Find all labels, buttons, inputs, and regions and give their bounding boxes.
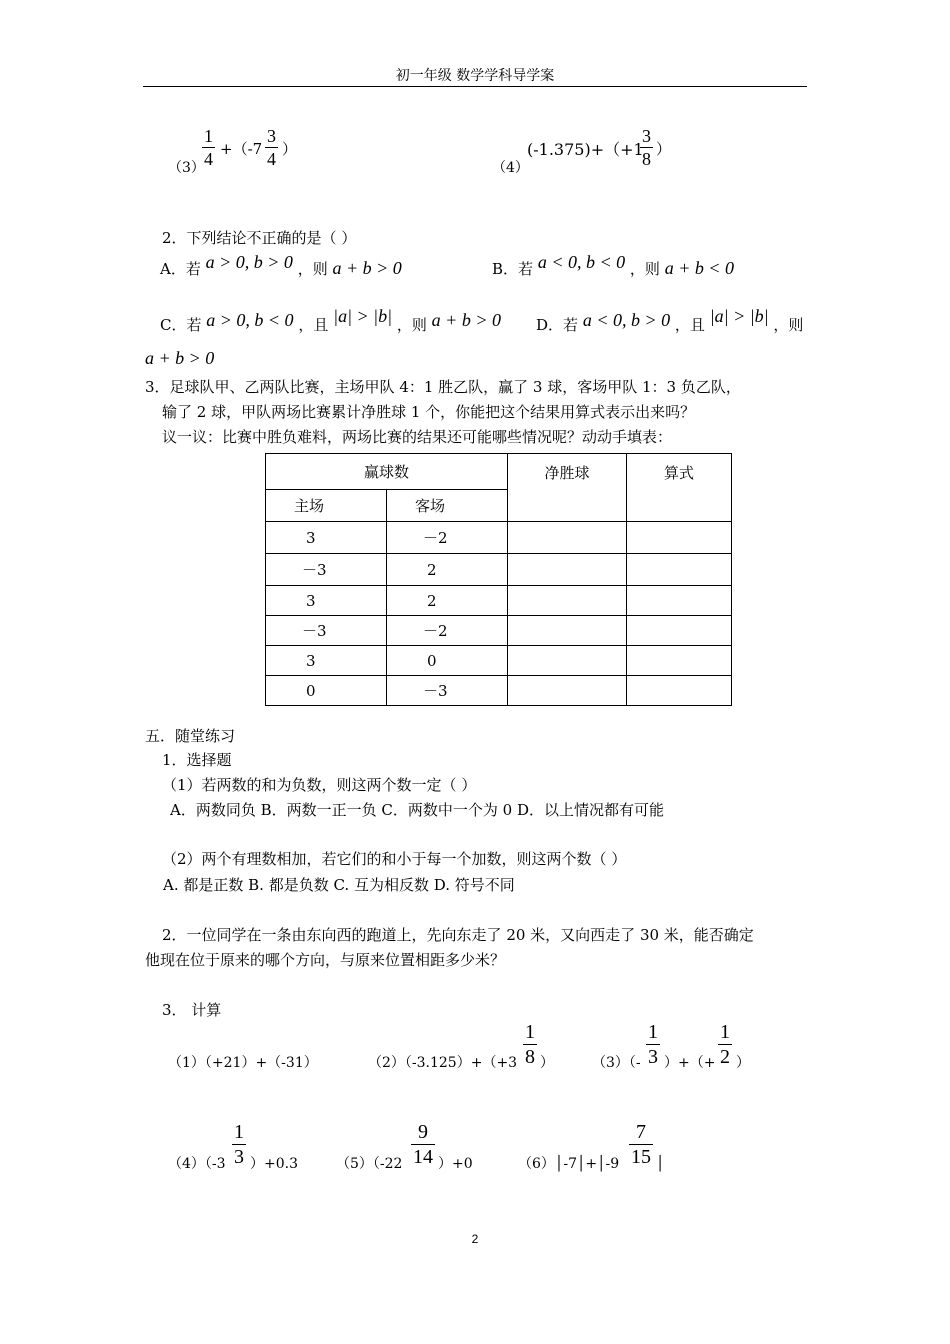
q2-c-label: C．若 — [160, 316, 202, 334]
calc-5-prefix: （5）（-22 — [336, 1156, 403, 1172]
q2-d-label: D．若 — [536, 316, 579, 334]
header-home: 主场 — [266, 490, 387, 522]
s5-q2-line-1: 2．一位同学在一条由东向西的跑道上，先向东走了 20 米，又向西走了 30 米，能否确定 — [162, 926, 754, 944]
calc-3-fraction-1: $\frac{1}{3}$ — [648, 1021, 658, 1068]
q2-b-then: ，则 — [629, 260, 660, 278]
row-away: －3 — [387, 676, 508, 706]
row-home: 3 — [266, 522, 387, 554]
q2-option-b — [492, 252, 734, 280]
problem-4-expr: (-1.375)+（+1 — [527, 140, 644, 159]
row-formula-cell[interactable] — [627, 646, 732, 676]
table-row — [266, 522, 732, 554]
q3-line-2: 输了 2 球，甲队两场比赛累计净胜球 1 个，你能把这个结果用算式表示出来吗？ — [162, 403, 696, 421]
problem-3-label: （3） — [168, 160, 205, 176]
calc-4-suffix: ）+0.3 — [250, 1156, 298, 1172]
header-net-goals: 净胜球 — [508, 454, 627, 522]
calc-4-fraction: $\frac{1}{3}$ — [234, 1121, 244, 1168]
row-home: 0 — [266, 676, 387, 706]
q2-d-abs: |a| > |b| — [709, 306, 769, 326]
row-net-cell[interactable] — [508, 554, 627, 586]
q2-d-then: ，则 — [773, 316, 804, 334]
q3-line-1: 3．足球队甲、乙两队比赛，主场甲队 4：1 胜乙队，赢了 3 球，客场甲队 1：3 负乙队， — [145, 378, 741, 396]
calc-2-suffix: ） — [540, 1055, 554, 1071]
row-away: 0 — [387, 646, 508, 676]
calc-3-fraction-2: $\frac{1}{2}$ — [720, 1021, 730, 1068]
header-win-count: 赢球数 — [266, 454, 508, 490]
q2-c-and: ，且 — [298, 316, 329, 334]
q2-a-condition: a > 0, b > 0 — [205, 252, 293, 272]
row-net-cell[interactable] — [508, 646, 627, 676]
row-home: －3 — [266, 616, 387, 646]
s5-q1-title: 1．选择题 — [162, 751, 232, 769]
calc-2-prefix: （2）（-3.125）+（+3 — [368, 1055, 518, 1071]
table-row — [266, 676, 732, 706]
table-row — [266, 586, 732, 616]
calc-1: （1）（+21）+（-31） — [168, 1055, 318, 1071]
header-away: 客场 — [387, 490, 508, 522]
q2-c-result: a + b > 0 — [431, 310, 501, 330]
q2-c-then: ，则 — [396, 316, 427, 334]
q2-a-label: A．若 — [160, 260, 201, 278]
header-formula: 算式 — [627, 454, 732, 522]
calc-6-fraction: $\frac{7}{15}$ — [631, 1121, 651, 1168]
score-table — [265, 453, 732, 706]
q2-option-d — [536, 306, 804, 336]
problem-4-end: ） — [656, 140, 672, 158]
table-row — [266, 646, 732, 676]
s5-q2-line-2: 他现在位于原来的哪个方向，与原来位置相距多少米？ — [145, 951, 506, 969]
s5-q1-1-stem: （1）若两数的和为负数，则这两个数一定（ ） — [162, 776, 477, 794]
row-away: －2 — [387, 616, 508, 646]
problem-4-label: （4） — [492, 160, 529, 176]
s5-q3-title: 3． 计算 — [162, 1001, 222, 1019]
q2-stem: 2．下列结论不正确的是（ ） — [162, 229, 357, 247]
problem-3-fraction-1: $\frac{1}{4}$ — [204, 126, 213, 169]
calc-5-fraction: $\frac{9}{14}$ — [413, 1121, 433, 1168]
row-away: 2 — [387, 586, 508, 616]
s5-q1-2-stem: （2）两个有理数相加，若它们的和小于每一个加数，则这两个数（ ） — [162, 850, 627, 868]
problem-3-end: ） — [282, 140, 298, 158]
q2-c-condition: a > 0, b < 0 — [206, 310, 294, 330]
problem-3-mid: +（-7 — [220, 140, 263, 158]
row-net-cell[interactable] — [508, 616, 627, 646]
s5-q1-1-options: A．两数同负 B．两数一正一负 C．两数中一个为 0 D．以上情况都有可能 — [170, 801, 664, 819]
problem-4-fraction: $\frac{3}{8}$ — [642, 126, 651, 169]
row-net-cell[interactable] — [508, 676, 627, 706]
calc-3-suffix: ） — [736, 1055, 750, 1071]
row-formula-cell[interactable] — [627, 522, 732, 554]
row-formula-cell[interactable] — [627, 586, 732, 616]
q2-b-condition: a < 0, b < 0 — [537, 252, 626, 272]
s5-q1-2-options: A. 都是正数 B. 都是负数 C. 互为相反数 D. 符号不同 — [163, 876, 515, 894]
row-away: 2 — [387, 554, 508, 586]
page-number: 2 — [471, 1232, 479, 1246]
section-5-title: 五．随堂练习 — [145, 727, 236, 745]
row-away: －2 — [387, 522, 508, 554]
q2-b-label: B．若 — [492, 260, 534, 278]
row-home: 3 — [266, 646, 387, 676]
calc-3-prefix: （3）（- — [592, 1055, 641, 1071]
page-header: 初一年级 数学学科导学案 — [395, 68, 555, 84]
calc-6-prefix: （6）│-7│+│-9 — [518, 1156, 620, 1172]
table-row — [266, 554, 732, 586]
calc-5-suffix: ）+0 — [438, 1156, 473, 1172]
row-net-cell[interactable] — [508, 522, 627, 554]
q2-d-result: a + b > 0 — [145, 348, 215, 368]
q2-option-c — [160, 306, 501, 336]
q2-a-then: ，则 — [297, 260, 328, 278]
row-formula-cell[interactable] — [627, 554, 732, 586]
header-rule — [143, 86, 807, 87]
table-row — [266, 616, 732, 646]
q2-c-abs: |a| > |b| — [333, 306, 393, 326]
calc-6-suffix: │ — [656, 1156, 665, 1172]
row-formula-cell[interactable] — [627, 676, 732, 706]
calc-4-prefix: （4）（-3 — [168, 1156, 226, 1172]
problem-3-fraction-2: $\frac{3}{4}$ — [267, 126, 276, 169]
q2-option-a — [160, 252, 402, 280]
row-home: 3 — [266, 586, 387, 616]
q3-line-3: 议一议：比赛中胜负难料，两场比赛的结果还可能哪些情况呢？动动手填表： — [162, 428, 673, 446]
calc-3-mid: ）+（+ — [664, 1055, 716, 1071]
row-formula-cell[interactable] — [627, 616, 732, 646]
q2-a-result: a + b > 0 — [332, 258, 402, 278]
calc-2-fraction: $\frac{1}{8}$ — [525, 1021, 535, 1068]
q2-d-condition: a < 0, b > 0 — [582, 310, 671, 330]
row-net-cell[interactable] — [508, 586, 627, 616]
q2-d-and: ，且 — [674, 316, 705, 334]
row-home: －3 — [266, 554, 387, 586]
q2-b-result: a + b < 0 — [664, 258, 734, 278]
